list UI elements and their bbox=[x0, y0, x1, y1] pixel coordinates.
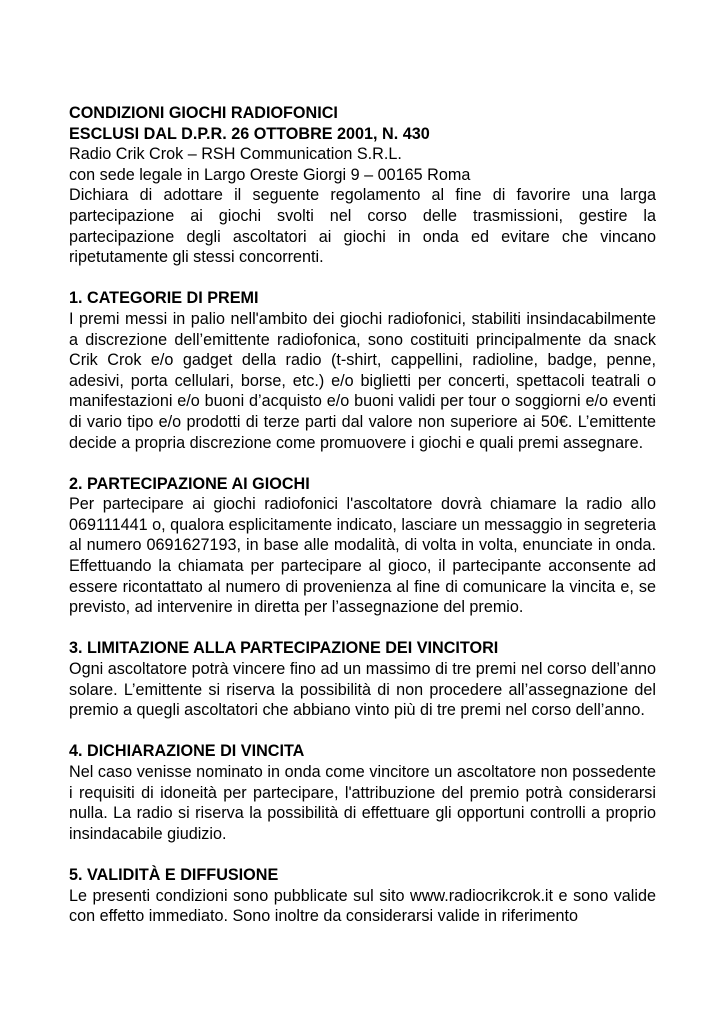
section-categorie-premi bbox=[69, 288, 656, 453]
section-body: Ogni ascoltatore potrà vincere fino ad un massimo di tre premi nel corso dell’anno solare. L’emittente si riserva la possibilità di non procedere all’assegnazione del premio a quegli ascoltatori che abbiano vinto più di tre premi nel corso dell’anno. bbox=[69, 660, 656, 720]
section-partecipazione bbox=[69, 474, 656, 618]
section-heading: 4. DICHIARAZIONE DI VINCITA bbox=[69, 742, 305, 761]
section-validita-diffusione bbox=[69, 865, 656, 927]
section-body: Per partecipare ai giochi radiofonici l'ascoltatore dovrà chiamare la radio allo 069111441 o, qualora esplicitamente indicato, lasciare un messaggio in segreteria al numero 0691627193, in base alle modalità, di volta in volta, enunciate in onda. Effettuando la chiamata per partecipare al gioco, il partecipante acconsente ad essere ricontattato al numero di provenienza al fine di comunicare la vincita e, se previsto, ad intervenire in diretta per l’assegnazione del premio. bbox=[69, 495, 657, 617]
document-title-line-2: ESCLUSI DAL D.P.R. 26 OTTOBRE 2001, N. 430 bbox=[69, 124, 430, 143]
document-title-line-1: CONDIZIONI GIOCHI RADIOFONICI bbox=[69, 104, 338, 122]
section-heading: 1. CATEGORIE DI PREMI bbox=[69, 289, 259, 308]
intro-paragraph: Dichiara di adottare il seguente regolamento al fine di favorire una larga partecipazione ai giochi svolti nel corso delle trasmissioni, gestire la partecipazione degli ascoltatori ai giochi in onda ed evitare che vincano ripetutamente gli stessi concorrenti. bbox=[69, 186, 656, 267]
company-name: Radio Crik Crok – RSH Communication S.R.L. bbox=[69, 145, 402, 164]
section-heading: 3. LIMITAZIONE ALLA PARTECIPAZIONE DEI VINCITORI bbox=[69, 639, 499, 658]
section-body: Le presenti condizioni sono pubblicate sul sito www.radiocrikcrok.it e sono valide con effetto immediato. Sono inoltre da considerarsi valide in riferimento bbox=[69, 886, 656, 926]
section-heading: 5. VALIDITÀ E DIFFUSIONE bbox=[69, 865, 279, 884]
section-body: Nel caso venisse nominato in onda come vincitore un ascoltatore non possedente i requisiti di idoneità per partecipare, l'attribuzione del premio potrà considerarsi nulla. La radio si riserva la possibilità di effettuare gli opportuni controlli a proprio insindacabile giudizio. bbox=[69, 763, 656, 843]
section-dichiarazione-vincita bbox=[69, 741, 656, 844]
company-address: con sede legale in Largo Oreste Giorgi 9 – 00165 Roma bbox=[69, 165, 471, 184]
section-heading: 2. PARTECIPAZIONE AI GIOCHI bbox=[69, 474, 310, 493]
section-body: I premi messi in palio nell'ambito dei giochi radiofonici, stabiliti insindacabilmente a discrezione dell’emittente radiofonica, sono costituiti principalmente da snack Crik Crok e/o gadget della radio (t-shirt, cappellini, radioline, badge, penne, adesivi, porta cellulari, borse, etc.) e/o biglietti per concerti, spettacoli teatrali o manifestazioni e/o buoni d’acquisto e/o buoni validi per tour o soggiorni e/o eventi di vario tipo e/o prodotti di terze parti dal valore non superiore ai 50€. L’emittente decide a propria discrezione come promuovere i giochi e quali premi assegnare. bbox=[69, 309, 656, 452]
section-limitazione bbox=[69, 638, 656, 720]
document-page bbox=[69, 103, 656, 927]
